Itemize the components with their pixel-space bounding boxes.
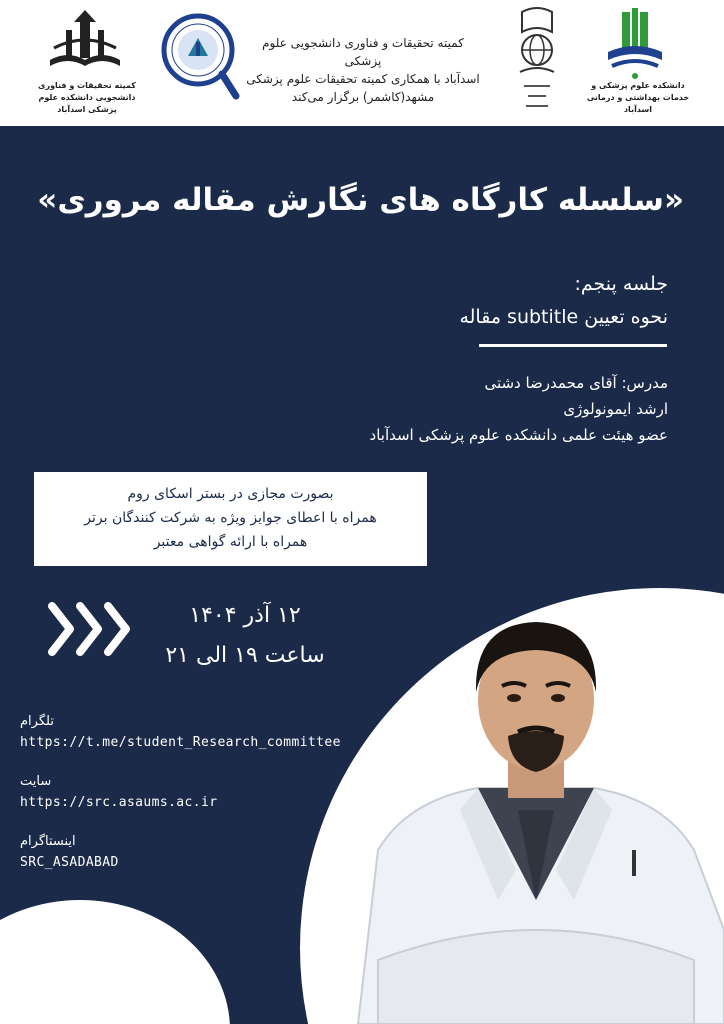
info-line-2: همراه با اعطای جوایز ویژه به شرکت کنندگان برتر [84,510,377,526]
schedule-block [140,596,350,676]
teacher-affiliation: عضو هیئت علمی دانشکده علوم پزشکی اسدآباد [369,426,668,444]
session-label: جلسه پنجم: [574,273,668,295]
info-line-1: بصورت مجازی در بستر اسکای روم [127,486,334,502]
event-date: ۱۲ آذر ۱۴۰۴ [189,603,301,628]
teacher-block [148,370,668,448]
site-label: سایت [20,774,52,789]
teacher-degree: ارشد ایمونولوژی [563,400,668,418]
left-org-name: کمیته تحقیقات و فناوری دانشجویی دانشکده علوم پزشکی اسدآباد [38,81,136,114]
book-tower-logo-icon [44,8,126,80]
header-bar [0,0,724,126]
telegram-label: تلگرام [20,714,54,729]
session-topic: نحوه تعیین subtitle مقاله [459,306,668,328]
info-line-3: همراه با ارائه گواهی معتبر [153,534,308,550]
presenter-photo [348,600,724,1024]
organizer-statement [244,34,482,106]
decorative-white-shape [0,900,230,1024]
telegram-link[interactable]: https://t.me/student_Research_committee [20,735,341,750]
shield-book-logo-icon [604,8,666,80]
info-box [34,472,427,566]
magnifier-badge-logo-icon [160,12,242,102]
contact-links [20,712,400,892]
section-divider [479,344,667,347]
triple-chevron-icon [46,600,138,658]
instagram-handle[interactable]: SRC_ASADABAD [20,855,119,870]
event-time: ساعت ۱۹ الی ۲۱ [165,643,325,668]
session-block [268,268,668,334]
organizer-line-2: اسدآباد با همکاری کمیته تحقیقات علوم پزشکی [246,72,480,86]
site-link[interactable]: https://src.asaums.ac.ir [20,795,218,810]
instagram-label: اینستاگرام [20,834,76,849]
event-title: «سلسله کارگاه های نگارش مقاله مروری» [37,182,684,218]
organizer-line-3: مشهد(کاشمر) برگزار می‌کند [291,90,435,104]
right-org-name: دانشکده علوم پزشکی و خدمات بهداشتی و درمانی اسدآباد [586,81,690,114]
teacher-name: مدرس: آقای محمدرضا دشتی [484,374,668,392]
organizer-line-1: کمیته تحقیقات و فناوری دانشجویی علوم پزشکی [262,36,464,68]
globe-emblem-logo-icon [510,6,564,118]
